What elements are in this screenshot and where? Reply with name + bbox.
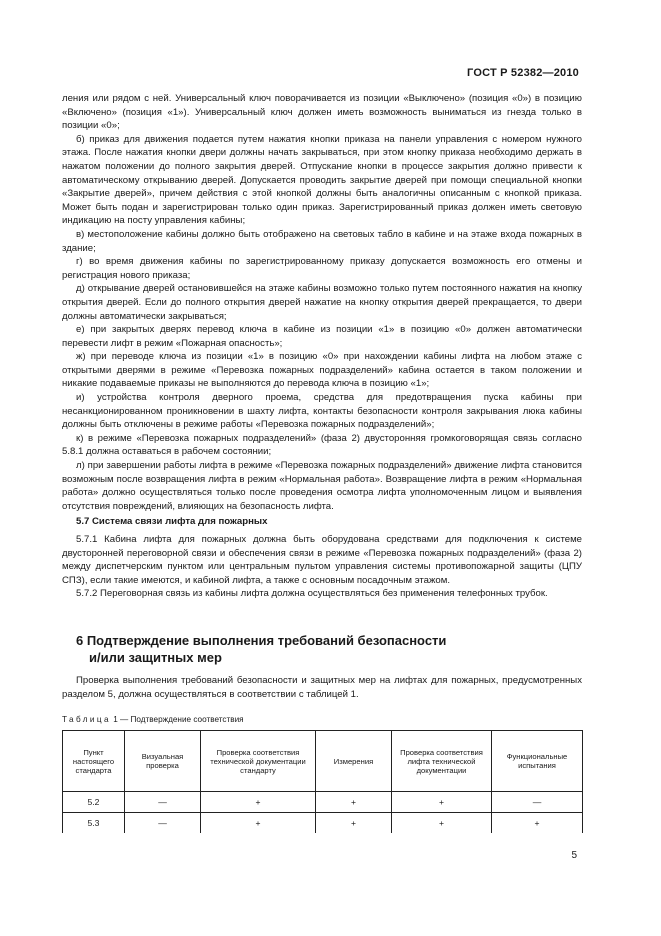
paragraph-item-l: л) при завершении работы лифта в режиме «Перевозка пожарных подразделений» движение лифта становится возможным после возвращения лифта в режим «Нормальная работа». Возвращение лифта в режим «Нормальная работа» должно осуществляться только после проведения осмотра лифта уполномоченным лицом и выявления отсутствия повреждений, влияющих на безопасность лифта.	[62, 460, 582, 512]
table-cell: +	[392, 792, 492, 813]
clause-5-7-1: 5.7.1 Кабина лифта для пожарных должна быть оборудована средствами для подключения к системе двусторонней переговорной связи и обеспечения связи в режиме «Перевозка пожарных подразделений» (фаза 2) между диспетчерским пунктом или центральным пультом управления системы противопожарной защиты (ЦПУ СПЗ), если такие имеются, и кабиной лифта, а также с основным посадочным этажом.	[62, 534, 582, 586]
paragraph-item-k: к) в режиме «Перевозка пожарных подразделений» (фаза 2) двусторонняя громкоговорящая связь согласно 5.8.1 должна оставаться в рабочем состоянии;	[62, 432, 582, 458]
paragraph-item-i: и) устройства контроля дверного проема, средства для предотвращения пуска кабины при несанкционированном проникновении в шахту лифта, контакты безопасности контроля закрывания люка кабины должны быть отключены в режиме работы «Перевозка пожарных подразделений»;	[62, 392, 582, 431]
paragraph-item-v: в) местоположение кабины должно быть отображено на световых табло в кабине и на этаже входа пожарных в здание;	[62, 228, 582, 254]
table-cell: +	[492, 813, 583, 834]
table-cell: —	[125, 792, 201, 813]
table-header-cell: Проверка соответствия лифта технической документации	[392, 731, 492, 792]
table-cell: +	[201, 813, 316, 834]
table-caption	[62, 715, 244, 724]
section-6-heading	[76, 632, 576, 666]
clause-5-7-2: 5.7.2 Переговорная связь из кабины лифта должна осуществляться без применения телефонных трубок.	[76, 588, 548, 600]
table-row	[63, 813, 583, 834]
main-text	[62, 92, 582, 601]
subsection-title: 5.7 Система связи лифта для пожарных	[76, 516, 268, 528]
paragraph-item-e: е) при закрытых дверях перевод ключа в кабине из позиции «1» в позицию «0» должен автоматически перевести лифт в режим «Пожарная опасность»;	[62, 324, 582, 349]
table-cell: 5.3	[63, 813, 125, 834]
table-cell: —	[125, 813, 201, 834]
paragraph-item-zh: ж) при переводе ключа из позиции «1» в позицию «0» при нахождении кабины лифта на любом этаже с открытыми дверями в режиме «Перевозка пожарных подразделений» кабина остается в таком положении и никакие подаваемые приказы не выполняются до перевода ключа в позицию «1»;	[62, 351, 582, 390]
document-id: ГОСТ Р 52382—2010	[467, 67, 579, 79]
table-header-cell: Пункт настоящего стандарта	[63, 731, 125, 792]
table-caption-text: 1 — Подтверждение соответствия	[113, 715, 244, 724]
paragraph-item-d: д) открывание дверей остановившейся на этаже кабины возможно только путем постоянного нажатия на кнопку открытия дверей. Если до полного открытия дверей нажатие на кнопку открытия дверей прекращается, то двери должны автоматически закрываться;	[62, 283, 582, 322]
section-6-body	[62, 674, 582, 701]
table-cell: 5.2	[63, 792, 125, 813]
section-6-paragraph: Проверка выполнения требований безопасности и защитных мер на лифтах для пожарных, предусмотренных разделом 5, должна осуществляться в соответствии с таблицей 1.	[62, 675, 582, 700]
table-header-cell: Функциональные испытания	[492, 731, 583, 792]
table-header-row	[63, 731, 583, 792]
table-cell: —	[492, 792, 583, 813]
section-6-title-line2: и/или защитных мер	[89, 650, 222, 665]
table-cell: +	[316, 792, 392, 813]
table-header-cell: Измерения	[316, 731, 392, 792]
table-header-cell: Визуальная проверка	[125, 731, 201, 792]
table-caption-word: Таблица	[62, 715, 111, 724]
paragraph-continuation: ления или рядом с ней. Универсальный ключ поворачивается из позиции «Выключено» (позиция «0») в позицию «Включено» (позиция «1»). Универсальный ключ должен иметь возможность выниматься из гнезда только в позиции «0»;	[62, 93, 582, 132]
table-cell: +	[201, 792, 316, 813]
conformity-table	[62, 730, 583, 833]
paragraph-item-b: б) приказ для движения подается путем нажатия кнопки приказа на панели управления с номером нужного этажа. После нажатия кнопки двери должны начать закрываться, при этом кнопку приказа необходимо держать в нажатом положении до полного закрытия дверей. Отпускание кнопки в процессе закрытия должно привести к автоматическому открыванию дверей. Допускается проводить закрытие дверей при помощи специальной кнопки «Закрытие дверей», причем действия с этой кнопкой должны быть аналогичны описанным с кнопкой приказа. Может быть подан и зарегистрирован только один приказ. Зарегистрированный приказ должен иметь световую индикацию на посту управления кабины;	[62, 133, 582, 227]
table-cell: +	[392, 813, 492, 834]
table-header-cell: Проверка соответствия технической документации стандарту	[201, 731, 316, 792]
section-6-title-line1: 6 Подтверждение выполнения требований безопасности	[76, 633, 447, 648]
page-number: 5	[571, 850, 577, 861]
table-row	[63, 792, 583, 813]
table-cell: +	[316, 813, 392, 834]
paragraph-item-g: г) во время движения кабины по зарегистрированному приказу допускается возможность его отмены и регистрация нового приказа;	[62, 256, 582, 281]
